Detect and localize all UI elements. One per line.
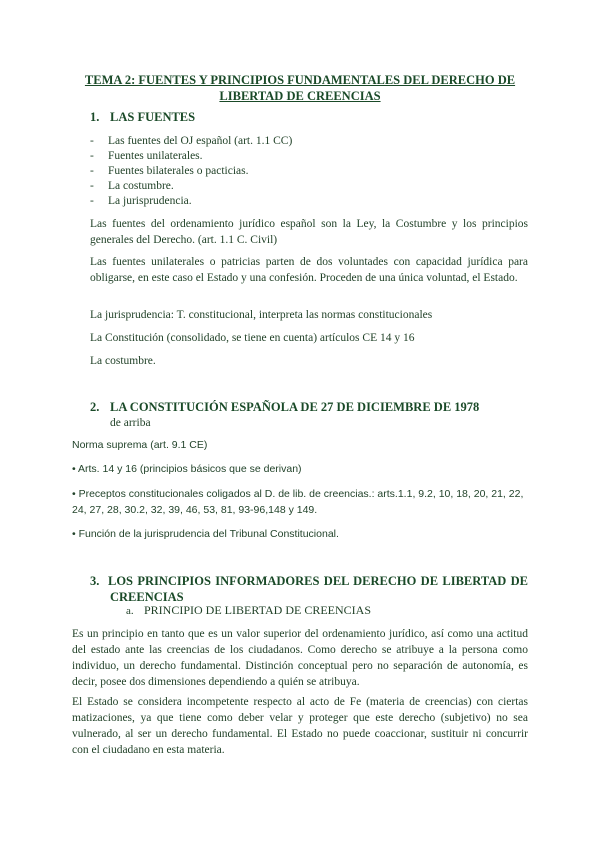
paragraph: Es un principio en tanto que es un valor superior del ordenamiento jurídico, así como una actitud del estado ante las creencias de los ciudadanos. Como derecho se atribuye a la persona como individuo, un derecho fundamental. Distinción conceptual pero no separación de autonomía, es decir, posee dos dimensiones dependiendo a quién se atribuya. bbox=[72, 628, 528, 688]
title-line-1: TEMA 2: FUENTES Y PRINCIPIOS FUNDAMENTALES DEL DERECHO DE bbox=[84, 73, 516, 87]
subsection-title: PRINCIPIO DE LIBERTAD DE CREENCIAS bbox=[144, 603, 371, 617]
paragraph: La costumbre. bbox=[90, 355, 156, 367]
section-2-subtitle: de arriba bbox=[110, 417, 151, 429]
section-2-heading bbox=[90, 400, 479, 415]
sources-list bbox=[90, 134, 292, 209]
list-item: - La costumbre. bbox=[90, 180, 174, 192]
paragraph: La Constitución (consolidado, se tiene en cuenta) artículos CE 14 y 16 bbox=[90, 332, 415, 344]
subsection-letter: a. bbox=[126, 605, 134, 617]
section-2-title: LA CONSTITUCIÓN ESPAÑOLA DE 27 DE DICIEMBRE DE 1978 bbox=[110, 400, 480, 414]
paragraph: Las fuentes unilaterales o patricias parten de dos voluntades con capacidad jurídica para obligarse, en este caso el Estado y una confesión. Proceden de una única voluntad, el Estado. bbox=[90, 256, 528, 284]
text-line: • Arts. 14 y 16 (principios básicos que se derivan) bbox=[72, 463, 302, 475]
paragraph: El Estado se considera incompetente respecto al acto de Fe (materia de creencias) con ciertas matizaciones, ya que tiene como deber velar y proteger que este derecho (subjetivo) no sea vulnerado, al ser un derecho fundamental. El Estado no puede coaccionar, sustituir ni concurrir con el ciudadano en esta materia. bbox=[72, 696, 528, 756]
list-item: - Las fuentes del OJ español (art. 1.1 CC) bbox=[90, 135, 293, 147]
section-3-number: 3. bbox=[90, 574, 100, 588]
text-line: • Preceptos constitucionales coligados al D. de lib. de creencias.: arts.1.1, 9.2, 10, 18, 20, 21, 22, 24, 27, 28, 30.2, 32, 39, 46, 53, 81, 93-96,148 y 149. bbox=[72, 488, 524, 516]
paragraph: La jurisprudencia: T. constitucional, interpreta las normas constitucionales bbox=[90, 309, 433, 321]
section-3-heading bbox=[90, 573, 528, 605]
section-3-title-line-2: CREENCIAS bbox=[110, 590, 184, 604]
section-1-heading bbox=[90, 110, 195, 125]
list-item: - La jurisprudencia. bbox=[90, 195, 192, 207]
title-line-2: LIBERTAD DE CREENCIAS bbox=[219, 89, 381, 103]
section-2-number: 2. bbox=[90, 400, 100, 414]
paragraph: Las fuentes del ordenamiento jurídico español son la Ley, la Costumbre y los principios generales del Derecho. (art. 1.1 C. Civil) bbox=[90, 218, 528, 246]
text-line: • Función de la jurisprudencia del Tribunal Constitucional. bbox=[72, 528, 339, 540]
section-1-title: LAS FUENTES bbox=[110, 110, 196, 124]
section-3-title-line-1: LOS PRINCIPIOS INFORMADORES DEL DERECHO DE LIBERTAD DE bbox=[108, 574, 528, 588]
subsection-a-heading bbox=[126, 603, 371, 618]
list-item: - Fuentes bilaterales o pacticias. bbox=[90, 165, 249, 177]
text-line: Norma suprema (art. 9.1 CE) bbox=[72, 439, 208, 451]
list-item: - Fuentes unilaterales. bbox=[90, 150, 203, 162]
section-1-number: 1. bbox=[90, 110, 100, 124]
document-title bbox=[60, 72, 540, 104]
